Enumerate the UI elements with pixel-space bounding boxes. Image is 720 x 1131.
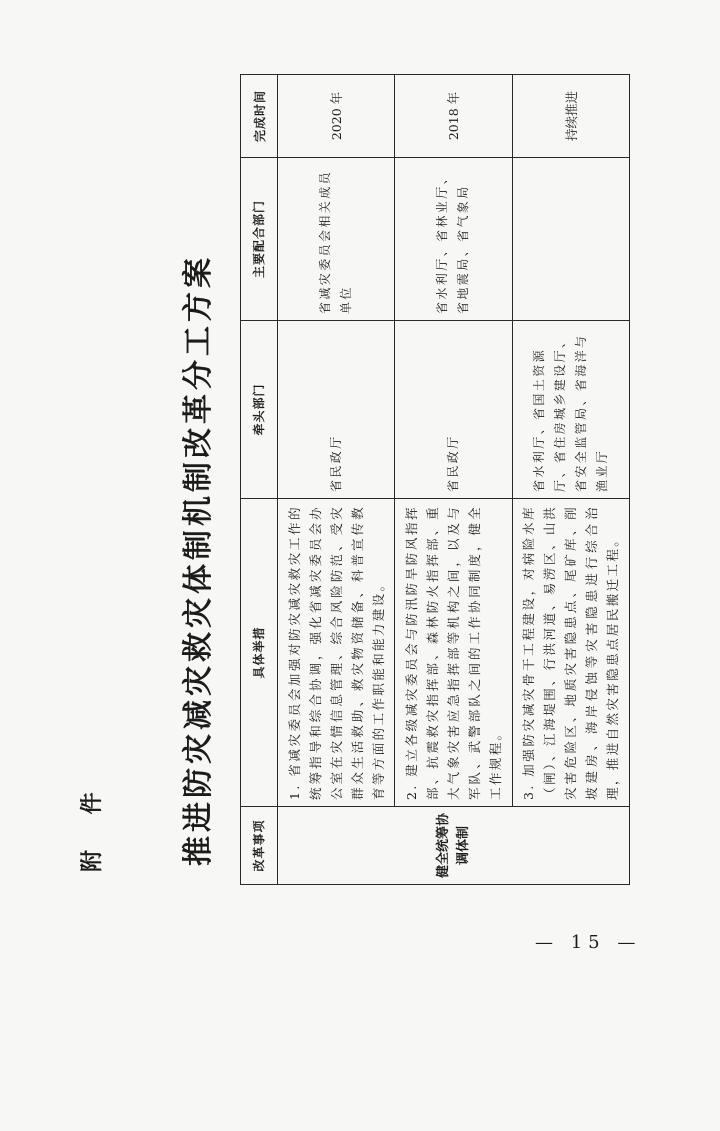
rotated-content: [75, 90, 635, 1000]
measure-cell: 2. 建立各级减灾委员会与防汛防旱防风指挥部、抗震救灾指挥部、森林防火指挥部、重大气象灾害应急指挥部等机构之间，以及与军队、武警部队之间的工作协同制度，健全工作规程。: [395, 499, 512, 807]
deadline-cell: 2020 年: [278, 75, 395, 158]
table-row: [395, 75, 512, 885]
header-cooperating-departments: 主要配合部门: [241, 158, 278, 321]
table-header-row: [241, 75, 278, 885]
lead-department-cell: 省民政厅: [278, 321, 395, 499]
cooperating-departments-cell: 省减灾委员会相关成员单位: [278, 158, 395, 321]
deadline-cell: 持续推进: [512, 75, 629, 158]
cooperating-departments-cell: [512, 158, 629, 321]
header-reform-item: 改革事项: [241, 807, 278, 885]
table-row: [512, 75, 629, 885]
task-table: [240, 74, 630, 885]
header-lead-department: 牵头部门: [241, 321, 278, 499]
lead-department-cell: 省民政厅: [395, 321, 512, 499]
header-measures: 具体举措: [241, 499, 278, 807]
document-title: 推进防灾减灾救灾体制机制改革分工方案: [181, 254, 216, 866]
page-number: — 15 —: [535, 932, 642, 953]
lead-department-cell: 省水利厅、省国土资源厅、省住房城乡建设厅、省安全监管局、省海洋与渔业厅: [512, 321, 629, 499]
header-deadline: 完成时间: [241, 75, 278, 158]
table-row: [278, 75, 395, 885]
measure-cell: 3. 加强防灾减灾骨干工程建设，对病险水库（闸）、江海堤围、行洪河道、易涝区、山洪灾害危险区、地质灾害隐患点、尾矿库、削坡建房、海岸侵蚀等灾害隐患进行综合治理，推进自然灾害隐患点居民搬迁工程。: [512, 499, 629, 807]
deadline-cell: 2018 年: [395, 75, 512, 158]
measure-cell: 1. 省减灾委员会加强对防灾减灾救灾工作的统筹指导和综合协调，强化省减灾委员会办公室在灾情信息管理、综合风险防范、受灾群众生活救助、救灾物资储备、科普宣传教育等方面的工作职能和能力建设。: [278, 499, 395, 807]
cooperating-departments-cell: 省水利厅、省林业厅、省地震局、省气象局: [395, 158, 512, 321]
reform-item-cell: 健全统筹协调体制: [278, 807, 630, 885]
annex-label: 附 件: [80, 778, 105, 872]
